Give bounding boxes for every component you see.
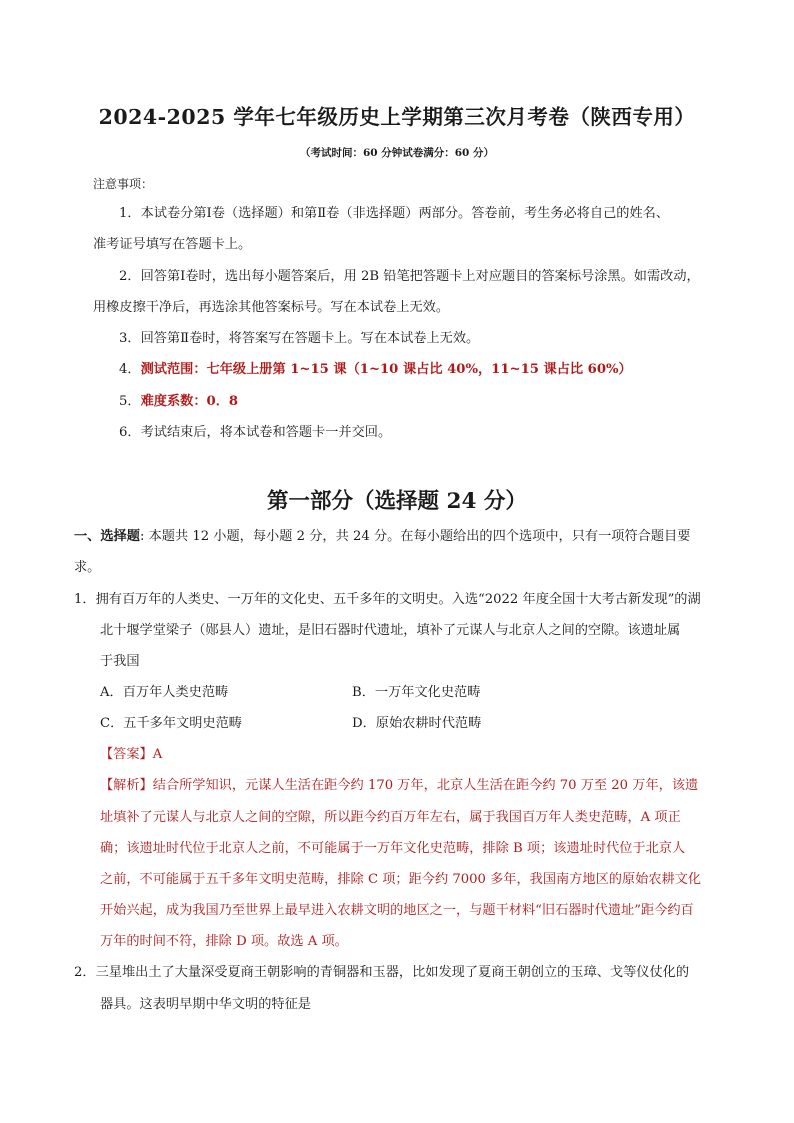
note-item-4-number: 4． [119,362,141,377]
q1-option-a: A．百万年人类史范畴 [100,685,229,700]
note-item-1-line-2: 准考证号填写在答题卡上。 [93,237,252,252]
note-item-5-number: 5． [119,394,141,409]
difficulty-text: 难度系数：0．8 [140,394,239,409]
note-item-2-line-2: 用橡皮擦干净后，再选涂其他答案标号。写在本试卷上无效。 [93,300,450,315]
q1-stem-line-1: 1．拥有百万年的人类史、一万年的文化史、五千多年的文明史。入选“2022 年度全国十大考古新发现”的湖 [74,592,701,607]
section-intro-line-1 [74,527,690,547]
notes-heading: 注意事项： [93,177,154,191]
q1-analysis-text-1: 结合所学知识，元谋人生活在距今约 170 万年，北京人生活在距今约 70 万至 20 万年，该遗 [152,778,699,793]
section-title: 第一部分（选择题 24 分） [267,489,527,514]
q1-analysis-label: 【解析】 [100,778,153,793]
q1-analysis-line-4: 之前，不可能属于五千多年文明史范畴，排除 C 项；距今约 7000 多年，我国南方地区的原始农耕文化 [100,872,702,887]
test-scope-text: 测试范围：七年级上册第 1~15 课（1~10 课占比 40%，11~15 课占比 60%） [140,362,632,377]
q1-option-c: C．五千多年文明史范畴 [100,716,242,731]
section-intro-line-2: 求。 [74,560,101,575]
note-item-4 [119,360,632,380]
q1-option-b: B．一万年文化史范畴 [352,685,481,700]
note-item-3: 3．回答第Ⅱ卷时，将答案写在答题卡上。写在本试卷上无效。 [119,331,480,346]
q1-analysis-line-6: 万年的时间不符，排除 D 项。故选 A 项。 [100,934,348,949]
q1-analysis-line-1 [100,776,698,796]
q2-stem-line-2: 器具。这表明早期中华文明的特征是 [100,997,311,1012]
q1-stem-line-2: 北十堰学堂梁子（郧县人）遗址，是旧石器时代遗址，填补了元谋人与北京人之间的空隙。该遗址属 [100,623,681,638]
q2-stem-line-1: 2．三星堆出土了大量深受夏商王朝影响的青铜器和玉器，比如发现了夏商王朝创立的玉璋、戈等仪仗化的 [74,965,690,980]
page-title: 2024-2025 学年七年级历史上学期第三次月考卷（陕西专用） [98,105,696,129]
exam-info-subtitle: （考试时间：60 分钟试卷满分：60 分） [299,147,495,159]
q1-answer-value: A [152,747,163,762]
q1-stem-line-3: 于我国 [100,654,140,669]
q1-option-d: D．原始农耕时代范畴 [352,716,482,731]
q1-analysis-line-3: 确；该遗址时代位于北京人之前，不可能属于一万年文化史范畴，排除 B 项；该遗址时代位于北京人 [100,841,686,856]
note-item-6: 6．考试结束后，将本试卷和答题卡一并交回。 [119,425,392,440]
q1-analysis-line-5: 开始兴起，成为我国乃至世界上最早进入农耕文明的地区之一，与题干材料“旧石器时代遗址”距今约百 [100,903,694,918]
note-item-5 [119,392,238,412]
section-intro-text: : 本题共 12 小题，每小题 2 分，共 24 分。在每小题给出的四个选项中，只有一项符合题目要 [139,529,691,544]
note-item-2-line-1: 2．回答第Ⅰ卷时，选出每小题答案后，用 2B 铅笔把答题卡上对应题目的答案标号涂黑。如需改动， [119,269,700,284]
note-item-1-line-1: 1．本试卷分第Ⅰ卷（选择题）和第Ⅱ卷（非选择题）两部分。答卷前，考生务必将自己的姓名、 [119,206,670,221]
q1-answer [100,745,162,765]
q1-analysis-line-2: 址填补了元谋人与北京人之间的空隙，所以距今约百万年左右，属于我国百万年人类史范畴，A 项正 [100,810,681,825]
q1-answer-label: 【答案】 [100,747,153,762]
section-intro-label: 一、选择题 [74,529,140,544]
